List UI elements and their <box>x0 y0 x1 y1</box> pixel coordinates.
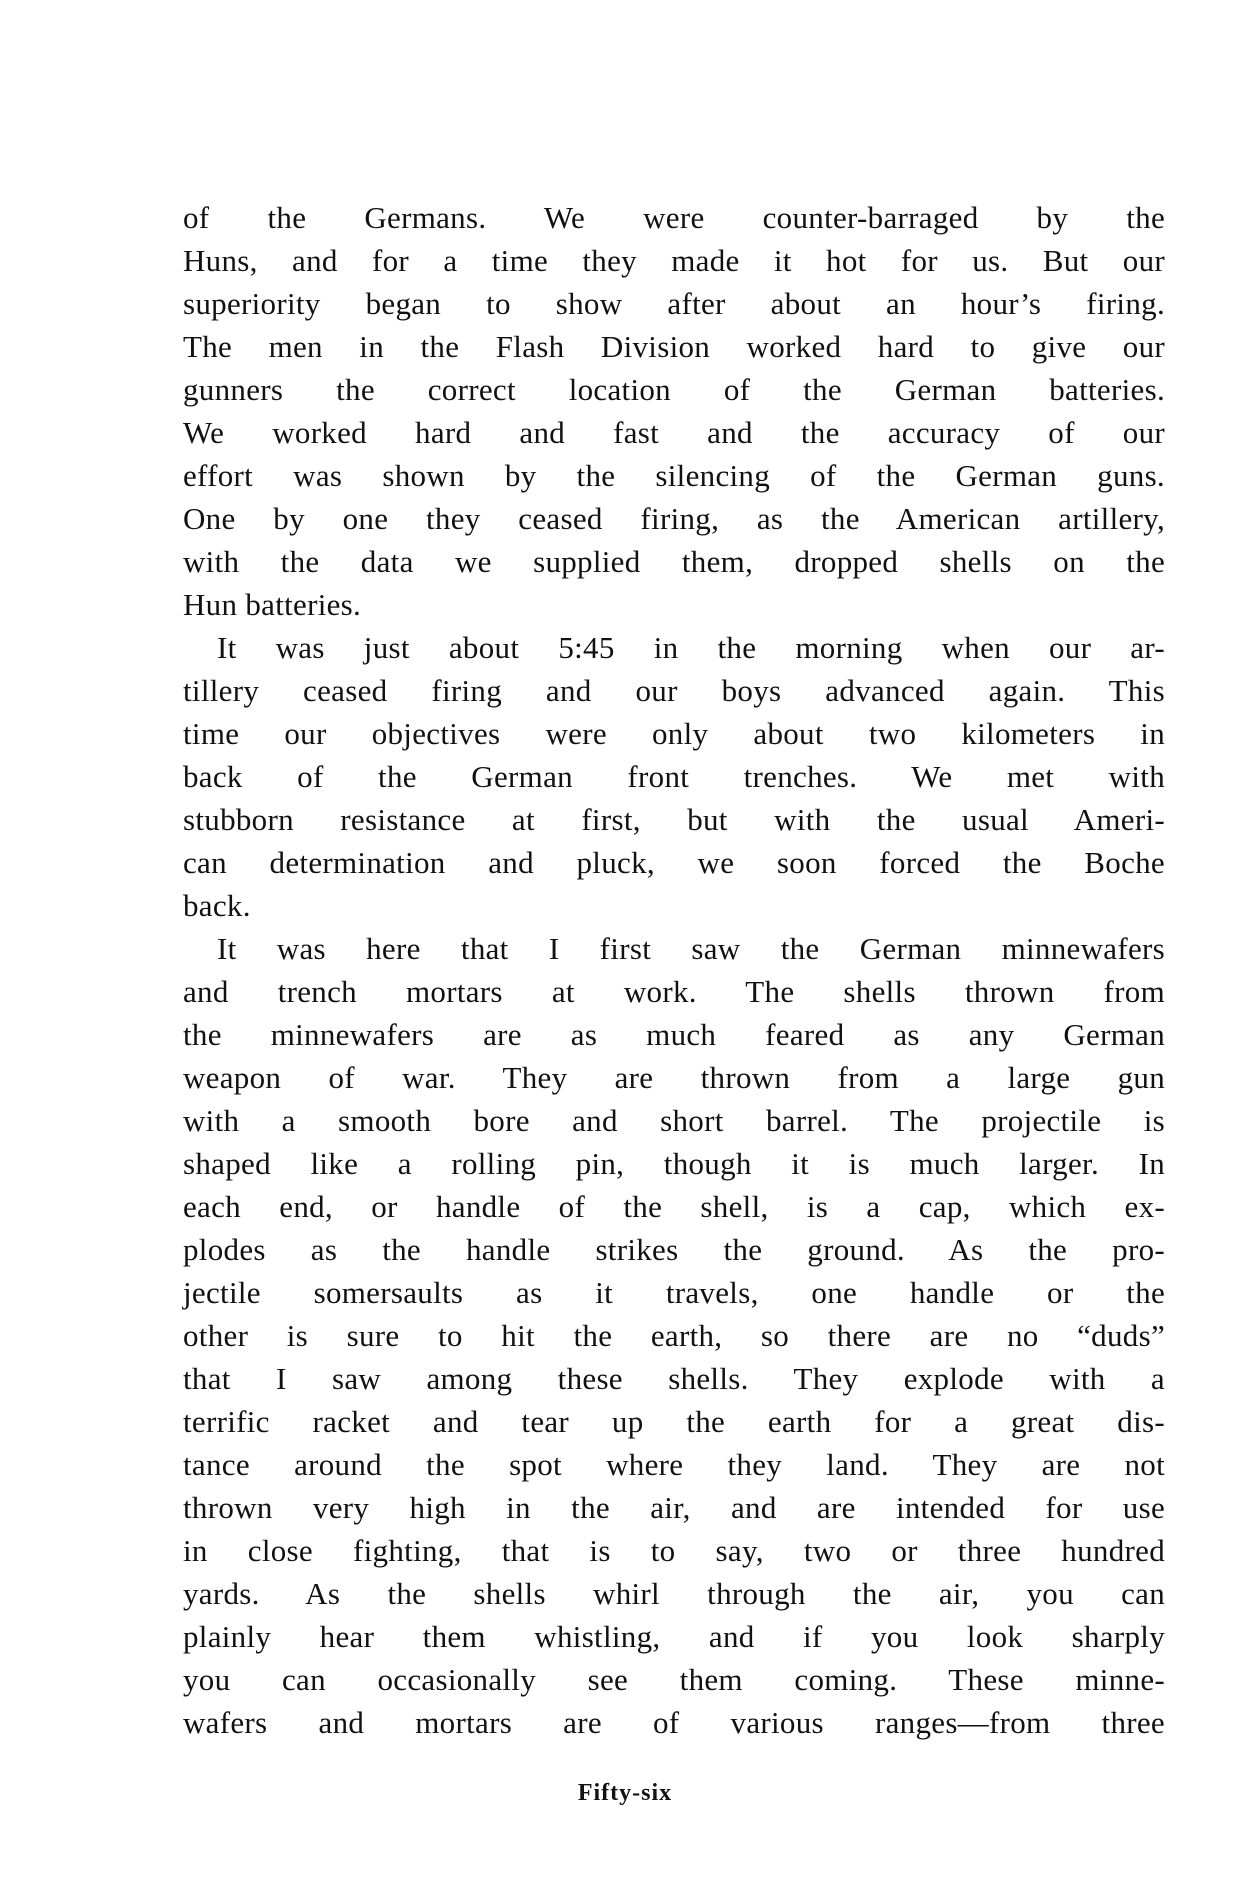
text-line: in close fighting, that is to say, two or three hundred <box>183 1533 1165 1568</box>
text-line: other is sure to hit the earth, so there are no “duds” <box>183 1318 1165 1353</box>
text-line: with a smooth bore and short barrel. The projectile is <box>183 1103 1165 1138</box>
text-line: of the Germans. We were counter-barraged by the <box>183 200 1165 235</box>
text-line: Hun batteries. <box>183 587 362 622</box>
text-line: The men in the Flash Division worked hard to give our <box>183 329 1165 364</box>
text-line: you can occasionally see them coming. These minne- <box>183 1662 1165 1697</box>
text-line: It was here that I first saw the German minnewafers <box>217 931 1165 966</box>
text-line: the minnewafers are as much feared as any German <box>183 1017 1165 1052</box>
text-line: Huns, and for a time they made it hot for us. But our <box>183 243 1165 278</box>
text-line: terrific racket and tear up the earth for a great dis- <box>183 1404 1165 1439</box>
text-line: that I saw among these shells. They explode with a <box>183 1361 1165 1396</box>
text-line: with the data we supplied them, dropped shells on the <box>183 544 1165 579</box>
text-line: can determination and pluck, we soon forced the Boche <box>183 845 1165 880</box>
text-line: superiority began to show after about an hour’s firing. <box>183 286 1165 321</box>
text-line: thrown very high in the air, and are intended for use <box>183 1490 1165 1525</box>
text-line: time our objectives were only about two kilometers in <box>183 716 1165 751</box>
text-line: tance around the spot where they land. They are not <box>183 1447 1165 1482</box>
text-line: each end, or handle of the shell, is a cap, which ex- <box>183 1189 1165 1224</box>
text-line: One by one they ceased firing, as the American artillery, <box>183 501 1165 536</box>
text-line: tillery ceased firing and our boys advanced again. This <box>183 673 1165 708</box>
page-number: Fifty-six <box>577 1780 673 1806</box>
text-line: plodes as the handle strikes the ground. As the pro- <box>183 1232 1165 1267</box>
text-line: wafers and mortars are of various ranges—from three <box>183 1705 1165 1740</box>
text-line: It was just about 5:45 in the morning when our ar- <box>217 630 1165 665</box>
text-line: shaped like a rolling pin, though it is much larger. In <box>183 1146 1165 1181</box>
text-line: weapon of war. They are thrown from a large gun <box>183 1060 1165 1095</box>
text-line: effort was shown by the silencing of the German guns. <box>183 458 1165 493</box>
text-line: jectile somersaults as it travels, one handle or the <box>183 1275 1165 1310</box>
body-text <box>183 196 1165 1744</box>
text-line: and trench mortars at work. The shells thrown from <box>183 974 1165 1009</box>
text-line: plainly hear them whistling, and if you look sharply <box>183 1619 1165 1654</box>
text-line: yards. As the shells whirl through the air, you can <box>183 1576 1165 1611</box>
text-line: gunners the correct location of the German batteries. <box>183 372 1165 407</box>
text-line: back of the German front trenches. We met with <box>183 759 1165 794</box>
text-line: We worked hard and fast and the accuracy of our <box>183 415 1165 450</box>
text-line: stubborn resistance at first, but with the usual Ameri- <box>183 802 1165 837</box>
text-line: back. <box>183 888 251 923</box>
